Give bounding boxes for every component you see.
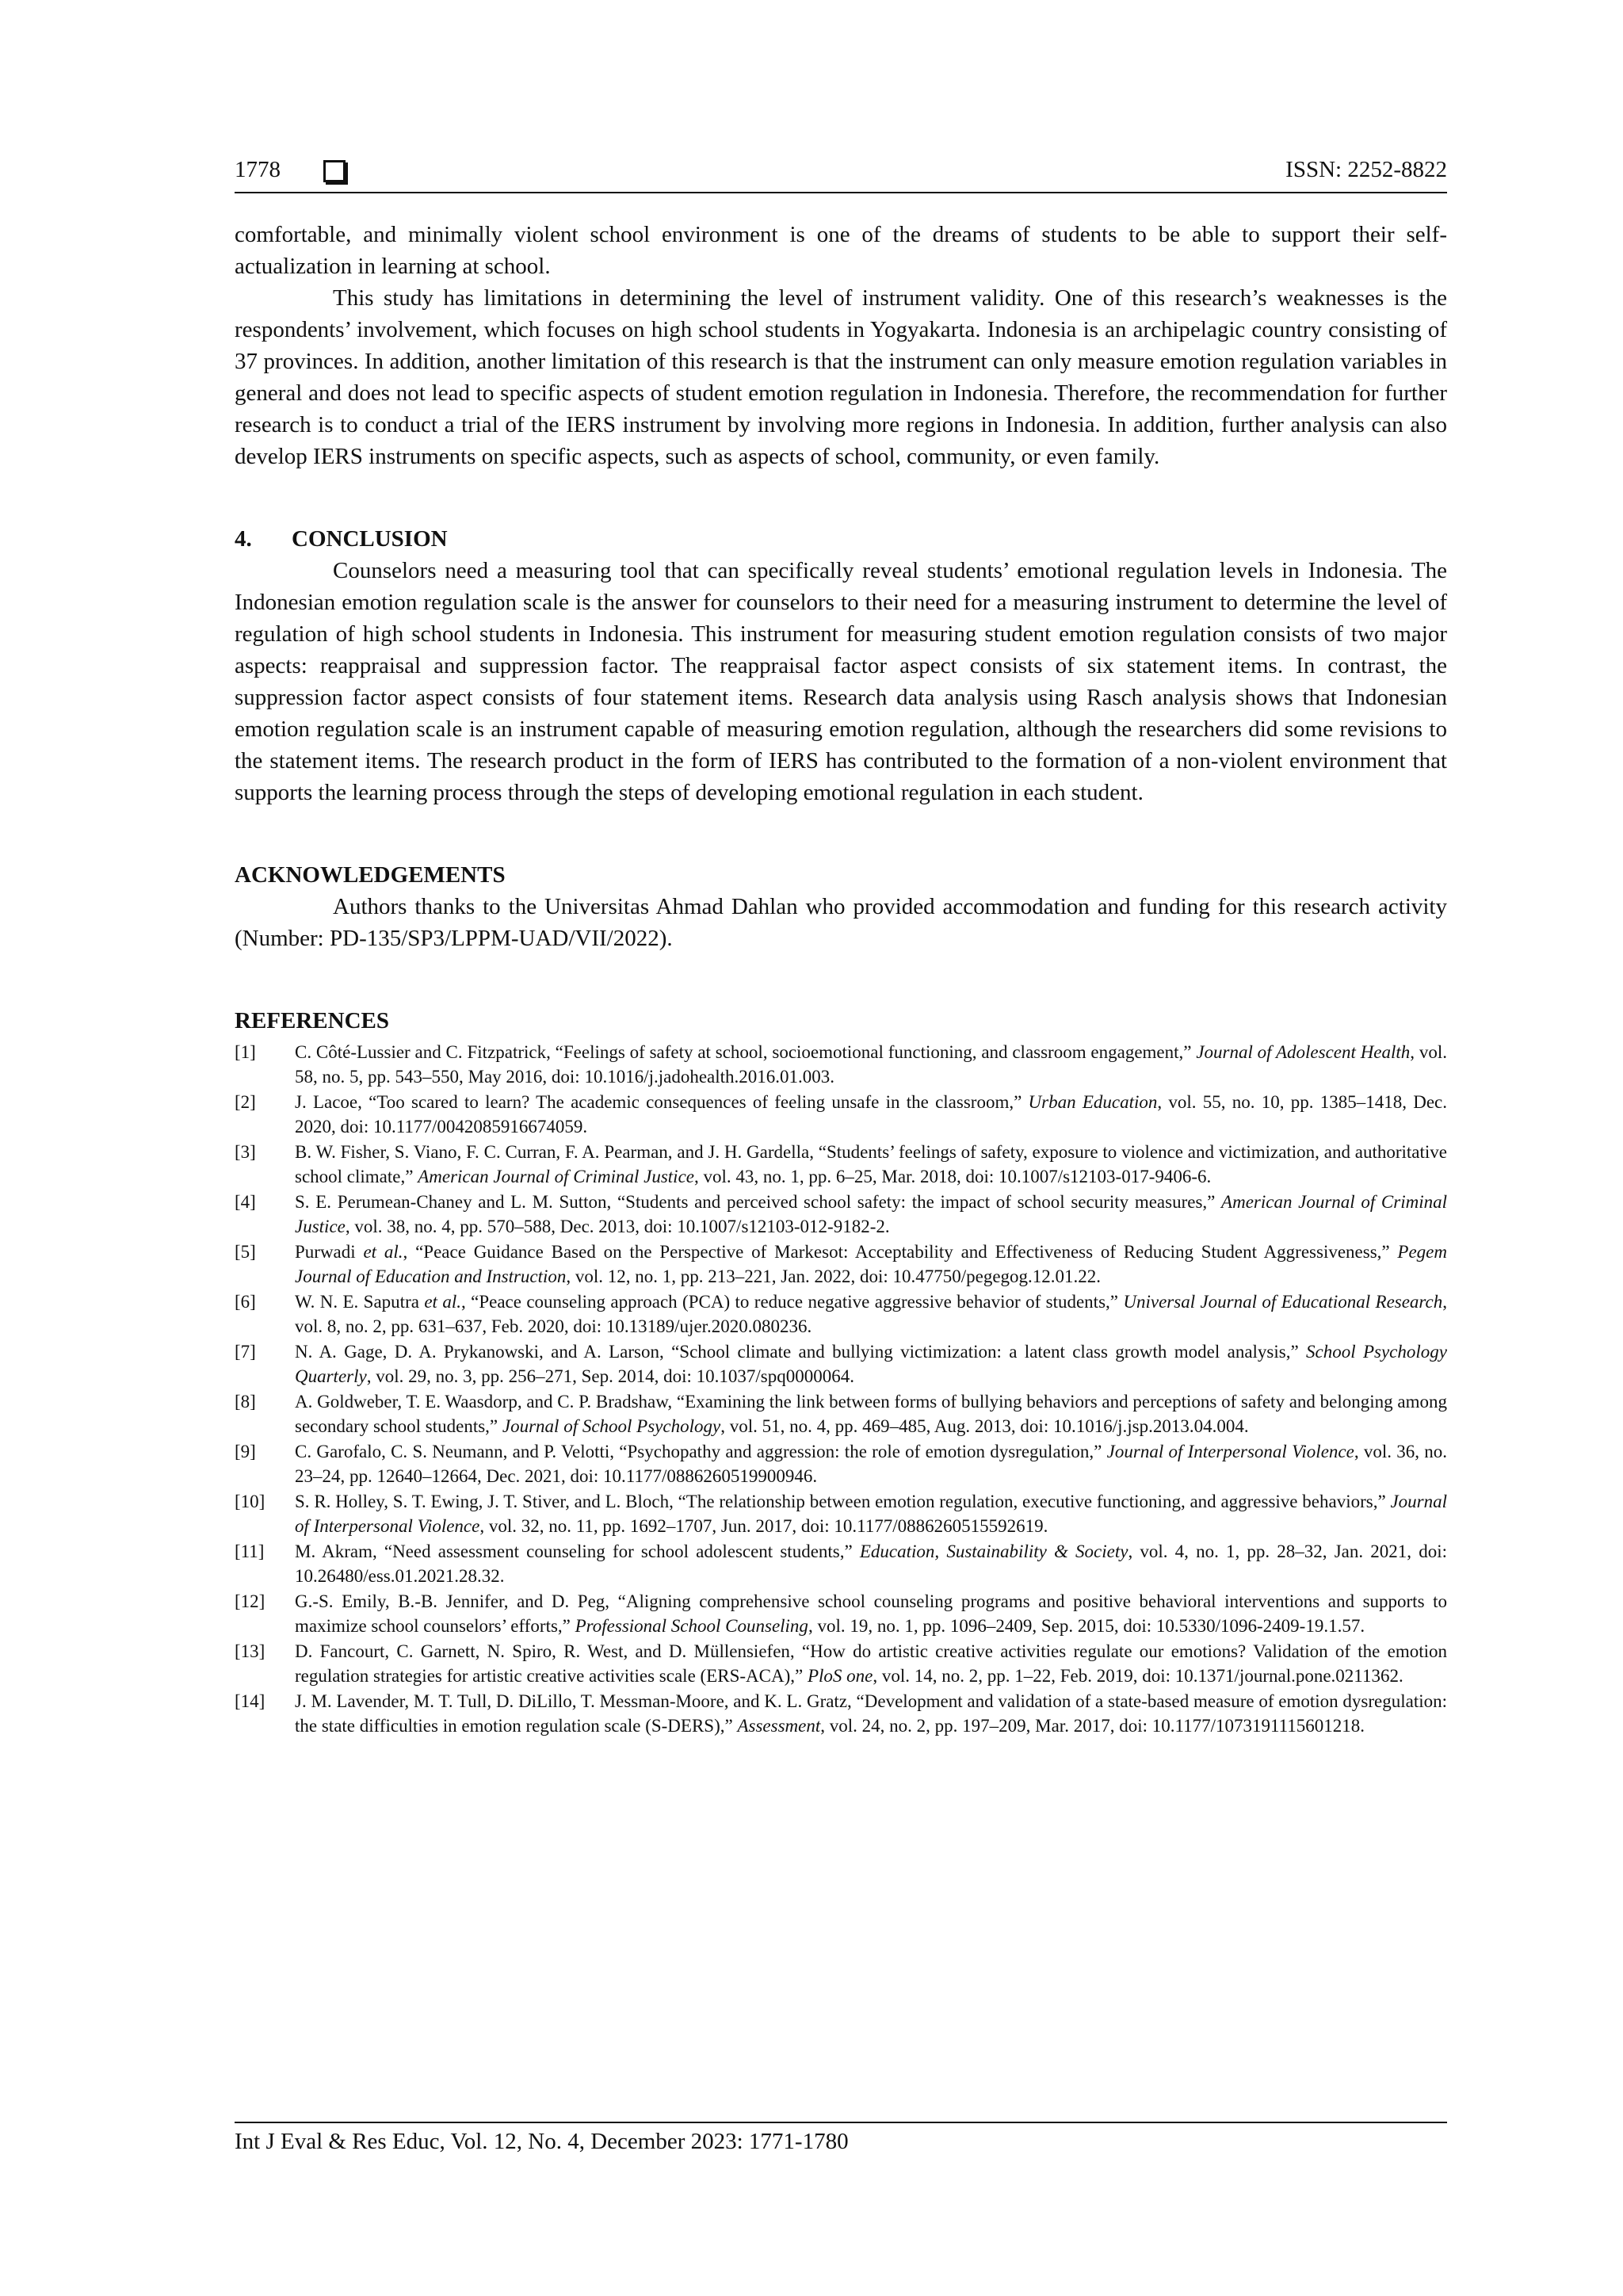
reference-segment: C. Garofalo, C. S. Neumann, and P. Velotti, “Psychopathy and aggression: the role of emotion dysregulation,” (295, 1442, 1107, 1461)
reference-text (295, 1439, 1447, 1488)
section-title: CONCLUSION (292, 526, 448, 552)
reference-text (295, 1040, 1447, 1089)
reference-segment: G.-S. Emily, B.-B. Jennifer, and D. Peg, “Aligning comprehensive school counseling programs and positive behavioral interventions and supports to maximize school counselors’ efforts,” (295, 1591, 1447, 1636)
reference-segment: , vol. 14, no. 2, pp. 1–22, Feb. 2019, doi: 10.1371/journal.pone.0211362. (873, 1666, 1403, 1686)
reference-text (295, 1389, 1447, 1438)
reference-item (235, 1389, 1447, 1438)
reference-item (235, 1240, 1447, 1289)
reference-item (235, 1589, 1447, 1638)
reference-list (235, 1040, 1447, 1738)
reference-segment: , vol. 38, no. 4, pp. 570–588, Dec. 2013, doi: 10.1007/s12103-012-9182-2. (345, 1217, 890, 1236)
reference-italic: et al. (424, 1292, 461, 1312)
reference-number: [11] (235, 1541, 265, 1561)
header-rule (235, 192, 1447, 193)
reference-italic: Professional School Counseling (575, 1616, 808, 1636)
reference-segment: , vol. 36, no. 23–24, pp. 12640–12664, Dec. 2021, doi: 10.1177/0886260519900946. (295, 1442, 1447, 1486)
reference-italic: Education, Sustainability & Society (859, 1541, 1128, 1561)
reference-number: [4] (235, 1192, 256, 1212)
reference-segment: , “Peace Guidance Based on the Perspective of Markesot: Acceptability and Effectiveness of Reducing Student Aggressiveness,” (403, 1242, 1398, 1262)
reference-segment: , “Peace counseling approach (PCA) to reduce negative aggressive behavior of students,” (460, 1292, 1124, 1312)
reference-segment: S. R. Holley, S. T. Ewing, J. T. Stiver, and L. Bloch, “The relationship between emotion regulation, executive functioning, and aggressive behaviors,” (295, 1492, 1391, 1511)
reference-segment: D. Fancourt, C. Garnett, N. Spiro, R. West, and D. Müllensiefen, “How do artistic creative activities regulate our emotions? Validation of the emotion regulation strategies for artistic creative activities scale (ERS-ACA),” (295, 1641, 1447, 1686)
reference-number: [9] (235, 1442, 256, 1461)
reference-italic: Universal Journal of Educational Research (1123, 1292, 1443, 1312)
reference-text (295, 1689, 1447, 1738)
footer-rule (235, 2122, 1447, 2123)
reference-text (295, 1639, 1447, 1688)
reference-segment: N. A. Gage, D. A. Prykanowski, and A. Larson, “School climate and bullying victimization: a latent class growth model analysis,” (295, 1342, 1307, 1362)
reference-item (235, 1090, 1447, 1139)
reference-number: [13] (235, 1641, 265, 1661)
reference-segment: M. Akram, “Need assessment counseling for school adolescent students,” (295, 1541, 860, 1561)
reference-number: [7] (235, 1342, 256, 1362)
reference-segment: , vol. 4, no. 1, pp. 28–32, Jan. 2021, doi: 10.26480/ess.01.2021.28.32. (295, 1541, 1447, 1586)
reference-text (295, 1090, 1447, 1139)
reference-segment: J. M. Lavender, M. T. Tull, D. DiLillo, T. Messman-Moore, and K. L. Gratz, “Development and validation of a state-based measure of emotion dysregulation: the state difficulties in emotion regulation scale (S-DERS),” (295, 1691, 1447, 1736)
reference-number: [14] (235, 1691, 265, 1711)
reference-segment: J. Lacoe, “Too scared to learn? The academic consequences of feeling unsafe in the classroom,” (295, 1092, 1029, 1112)
reference-number: [5] (235, 1242, 256, 1262)
reference-item (235, 1689, 1447, 1738)
reference-italic: Journal of Adolescent Health (1196, 1042, 1411, 1062)
reference-italic: PloS one (807, 1666, 873, 1686)
reference-italic: Journal of School Psychology (502, 1416, 721, 1436)
reference-segment: , vol. 58, no. 5, pp. 543–550, May 2016, doi: 10.1016/j.jadohealth.2016.01.003. (295, 1042, 1448, 1087)
reference-segment: , vol. 32, no. 11, pp. 1692–1707, Jun. 2017, doi: 10.1177/0886260515592619. (479, 1516, 1048, 1536)
reference-text (295, 1489, 1447, 1538)
reference-segment: , vol. 12, no. 1, pp. 213–221, Jan. 2022, doi: 10.47750/pegegog.12.01.22. (566, 1266, 1102, 1286)
reference-segment: , vol. 24, no. 2, pp. 197–209, Mar. 2017, doi: 10.1177/1073191115601218. (820, 1716, 1365, 1736)
reference-italic: Pegem Journal of Education and Instruction (295, 1242, 1447, 1286)
reference-segment: S. E. Perumean-Chaney and L. M. Sutton, “Students and perceived school safety: the impact of school security measures,” (295, 1192, 1222, 1212)
reference-text (295, 1539, 1447, 1588)
reference-number: [3] (235, 1142, 256, 1162)
reference-text (295, 1339, 1447, 1389)
reference-segment: , vol. 43, no. 1, pp. 6–25, Mar. 2018, doi: 10.1007/s12103-017-9406-6. (694, 1167, 1212, 1186)
reference-segment: , vol. 29, no. 3, pp. 256–271, Sep. 2014, doi: 10.1037/spq0000064. (366, 1366, 854, 1386)
reference-segment: A. Goldweber, T. E. Waasdorp, and C. P. Bradshaw, “Examining the link between forms of bullying behaviors and perceptions of safety and belonging among secondary school students,” (295, 1392, 1447, 1436)
reference-italic: Journal of Interpersonal Violence (295, 1492, 1447, 1536)
reference-text (295, 1190, 1447, 1239)
reference-item (235, 1140, 1447, 1189)
reference-italic: et al. (363, 1242, 403, 1262)
reference-segment: , vol. 55, no. 10, pp. 1385–1418, Dec. 2020, doi: 10.1177/0042085916674059. (295, 1092, 1447, 1137)
reference-italic: Urban Education (1028, 1092, 1158, 1112)
page-header (235, 157, 1447, 192)
body-paragraph: comfortable, and minimally violent school environment is one of the dreams of students to be able to support their self-actualization in learning at school. (235, 222, 1447, 279)
reference-number: [1] (235, 1042, 256, 1062)
reference-text (295, 1289, 1447, 1339)
reference-number: [8] (235, 1392, 256, 1412)
reference-item (235, 1040, 1447, 1089)
section-heading-conclusion (235, 523, 1447, 555)
page-number: 1778 (235, 157, 281, 182)
reference-text (295, 1240, 1447, 1289)
reference-italic: School Psychology Quarterly (295, 1342, 1447, 1386)
reference-item (235, 1439, 1447, 1488)
reference-item (235, 1339, 1447, 1389)
reference-italic: Journal of Interpersonal Violence (1106, 1442, 1354, 1461)
reference-number: [10] (235, 1492, 265, 1511)
reference-segment: , vol. 8, no. 2, pp. 631–637, Feb. 2020, doi: 10.13189/ujer.2020.080236. (295, 1292, 1447, 1336)
reference-italic: American Journal of Criminal Justice (418, 1167, 694, 1186)
reference-text (295, 1589, 1447, 1638)
reference-segment: B. W. Fisher, S. Viano, F. C. Curran, F. A. Pearman, and J. H. Gardella, “Students’ feelings of safety, exposure to violence and victimization, and authoritative school climate,” (295, 1142, 1447, 1186)
reference-item (235, 1190, 1447, 1239)
reference-number: [2] (235, 1092, 256, 1112)
reference-segment: Purwadi (295, 1242, 364, 1262)
square-box-icon (323, 160, 346, 182)
reference-italic: American Journal of Criminal Justice (295, 1192, 1447, 1236)
page-content (235, 219, 1447, 1739)
conclusion-paragraph: Counselors need a measuring tool that can specifically reveal students’ emotional regulation levels in Indonesia. The Indonesian emotion regulation scale is the answer for counselors to their need for a measuring instrument to determine the level of regulation of high school students in Indonesia. This instrument for measuring student emotion regulation consists of two major aspects: reappraisal and suppression factor. The reappraisal factor aspect consists of six statement items. In contrast, the suppression factor aspect consists of four statement items. Research data analysis using Rasch analysis shows that Indonesian emotion regulation scale is an instrument capable of measuring emotion regulation, although the researchers did some revisions to the statement items. The research product in the form of IERS has contributed to the formation of a non-violent environment that supports the learning process through the steps of developing emotional regulation in each student. (235, 558, 1447, 805)
reference-segment: W. N. E. Saputra (295, 1292, 425, 1312)
reference-item (235, 1639, 1447, 1688)
section-heading-acknowledgements: ACKNOWLEDGEMENTS (235, 862, 506, 888)
reference-segment: , vol. 51, no. 4, pp. 469–485, Aug. 2013, doi: 10.1016/j.jsp.2013.04.004. (720, 1416, 1249, 1436)
issn: ISSN: 2252-8822 (1285, 157, 1447, 182)
section-number: 4. (235, 526, 252, 552)
acknowledgements-paragraph: Authors thanks to the Universitas Ahmad Dahlan who provided accommodation and funding for this research activity (Number: PD-135/SP3/LPPM-UAD/VII/2022). (235, 894, 1447, 951)
reference-item (235, 1289, 1447, 1339)
reference-italic: Assessment (737, 1716, 821, 1736)
body-paragraph: This study has limitations in determining the level of instrument validity. One of this research’s weaknesses is the respondents’ involvement, which focuses on high school students in Yogyakarta. Indonesia is an archipelagic country consisting of 37 provinces. In addition, another limitation of this research is that the instrument can only measure emotion regulation variables in general and does not lead to specific aspects of student emotion regulation in Indonesia. Therefore, the recommendation for further research is to conduct a trial of the IERS instrument by involving more regions in Indonesia. In addition, further analysis can also develop IERS instruments on specific aspects, such as aspects of school, community, or even family. (235, 285, 1447, 469)
reference-text (295, 1140, 1447, 1189)
reference-number: [6] (235, 1292, 256, 1312)
reference-segment: , vol. 19, no. 1, pp. 1096–2409, Sep. 2015, doi: 10.5330/1096-2409-19.1.57. (808, 1616, 1365, 1636)
reference-item (235, 1539, 1447, 1588)
reference-item (235, 1489, 1447, 1538)
reference-number: [12] (235, 1591, 265, 1611)
reference-segment: C. Côté-Lussier and C. Fitzpatrick, “Feelings of safety at school, socioemotional functioning, and classroom engagement,” (295, 1042, 1197, 1062)
page-footer: Int J Eval & Res Educ, Vol. 12, No. 4, December 2023: 1771-1780 (235, 2129, 849, 2154)
section-heading-references: REFERENCES (235, 1008, 389, 1033)
